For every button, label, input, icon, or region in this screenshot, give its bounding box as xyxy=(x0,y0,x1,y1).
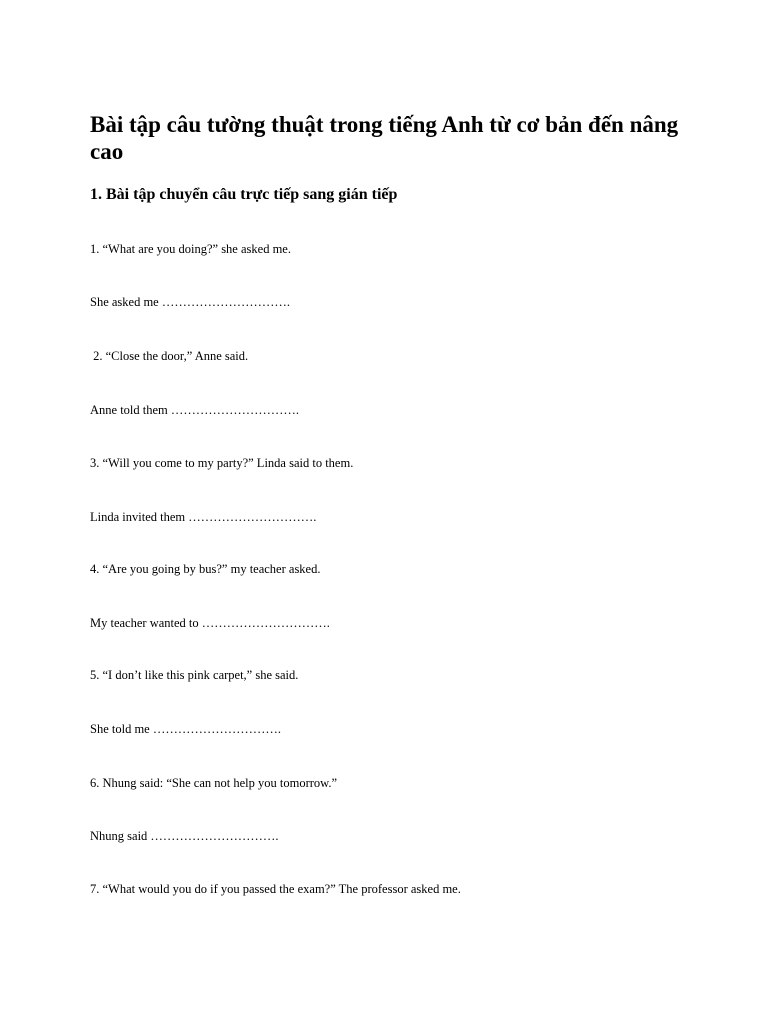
exercise-answer-1: She asked me …………………………. xyxy=(90,295,290,309)
exercise-question-2: 2. “Close the door,” Anne said. xyxy=(90,349,249,363)
exercise-question-5: 5. “I don’t like this pink carpet,” she said. xyxy=(90,668,299,682)
exercise-answer-3: Linda invited them …………………………. xyxy=(90,510,317,524)
exercise-answer-2: Anne told them …………………………. xyxy=(90,403,300,417)
exercise-answer-5: She told me …………………………. xyxy=(90,722,281,736)
exercise-question-4: 4. “Are you going by bus?” my teacher asked. xyxy=(90,562,321,576)
exercise-question-3: 3. “Will you come to my party?” Linda said to them. xyxy=(90,456,354,470)
section-heading: 1. Bài tập chuyển câu trực tiếp sang gián tiếp xyxy=(90,186,398,203)
document-title: Bài tập câu tường thuật trong tiếng Anh từ cơ bản đến nâng cao xyxy=(90,112,679,164)
exercise-answer-6: Nhung said …………………………. xyxy=(90,829,279,843)
exercise-question-7: 7. “What would you do if you passed the exam?” The professor asked me. xyxy=(90,882,461,896)
exercise-question-6: 6. Nhung said: “She can not help you tomorrow.” xyxy=(90,776,338,790)
exercise-question-1: 1. “What are you doing?” she asked me. xyxy=(90,242,291,256)
exercise-answer-4: My teacher wanted to …………………………. xyxy=(90,616,330,630)
